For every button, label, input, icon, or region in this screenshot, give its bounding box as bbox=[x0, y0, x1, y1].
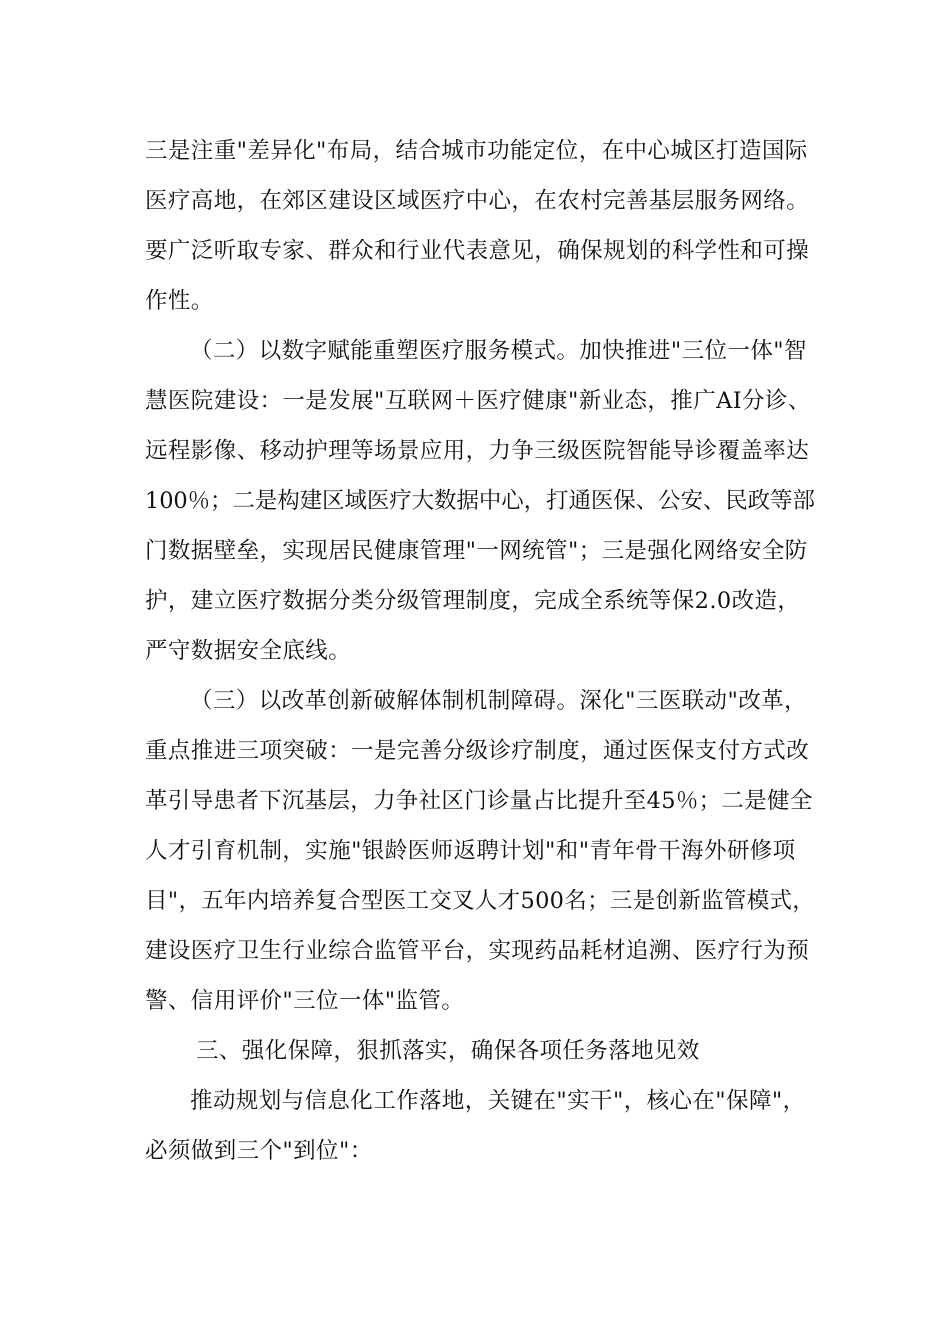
paragraph-1-line-1: 三是注重"差异化"布局，结合城市功能定位，在中心城区打造国际 bbox=[145, 138, 808, 164]
paragraph-3-line-4: 人才引育机制，实施"银龄医师返聘计划"和"青年骨干海外研修项 bbox=[145, 838, 796, 864]
paragraph-1-line-4: 作性。 bbox=[145, 288, 214, 314]
paragraph-3-line-2: 重点推进三项突破：一是完善分级诊疗制度，通过医保支付方式改 bbox=[145, 738, 810, 764]
paragraph-2-line-6: 护，建立医疗数据分类分级管理制度，完成全系统等保2.0改造， bbox=[145, 588, 801, 614]
paragraph-4-line-2: 必须做到三个"到位"： bbox=[145, 1138, 373, 1164]
paragraph-3-line-1: （三）以改革创新破解体制机制障碍。深化"三医联动"改革， bbox=[190, 688, 807, 714]
paragraph-3-line-7: 警、信用评价"三位一体"监管。 bbox=[145, 988, 465, 1014]
section-heading: 三、强化保障，狠抓落实，确保各项任务落地见效 bbox=[196, 1038, 700, 1064]
paragraph-2-line-3: 远程影像、移动护理等场景应用，力争三级医院智能导诊覆盖率达 bbox=[145, 438, 810, 464]
paragraph-1-line-3: 要广泛听取专家、群众和行业代表意见，确保规划的科学性和可操 bbox=[145, 238, 810, 264]
paragraph-3-line-5: 目"，五年内培养复合型医工交叉人才500名；三是创新监管模式， bbox=[145, 888, 816, 914]
paragraph-3-line-3: 革引导患者下沉基层，力争社区门诊量占比提升至45％；二是健全 bbox=[145, 788, 813, 814]
paragraph-2-line-7: 严守数据安全底线。 bbox=[145, 638, 352, 664]
paragraph-1-line-2: 医疗高地，在郊区建设区域医疗中心，在农村完善基层服务网络。 bbox=[145, 188, 810, 214]
paragraph-3-line-6: 建设医疗卫生行业综合监管平台，实现药品耗材追溯、医疗行为预 bbox=[145, 938, 810, 964]
paragraph-2-line-5: 门数据壁垒，实现居民健康管理"一网统管"；三是强化网络安全防 bbox=[145, 538, 808, 564]
paragraph-2-line-4: 100％；二是构建区域医疗大数据中心，打通医保、公安、民政等部 bbox=[145, 488, 815, 514]
paragraph-2-line-1: （二）以数字赋能重塑医疗服务模式。加快推进"三位一体"智 bbox=[190, 338, 807, 364]
paragraph-4-line-1: 推动规划与信息化工作落地，关键在"实干"，核心在"保障"， bbox=[190, 1088, 806, 1114]
paragraph-2-line-2: 慧医院建设：一是发展"互联网＋医疗健康"新业态，推广AI分诊、 bbox=[145, 388, 811, 414]
